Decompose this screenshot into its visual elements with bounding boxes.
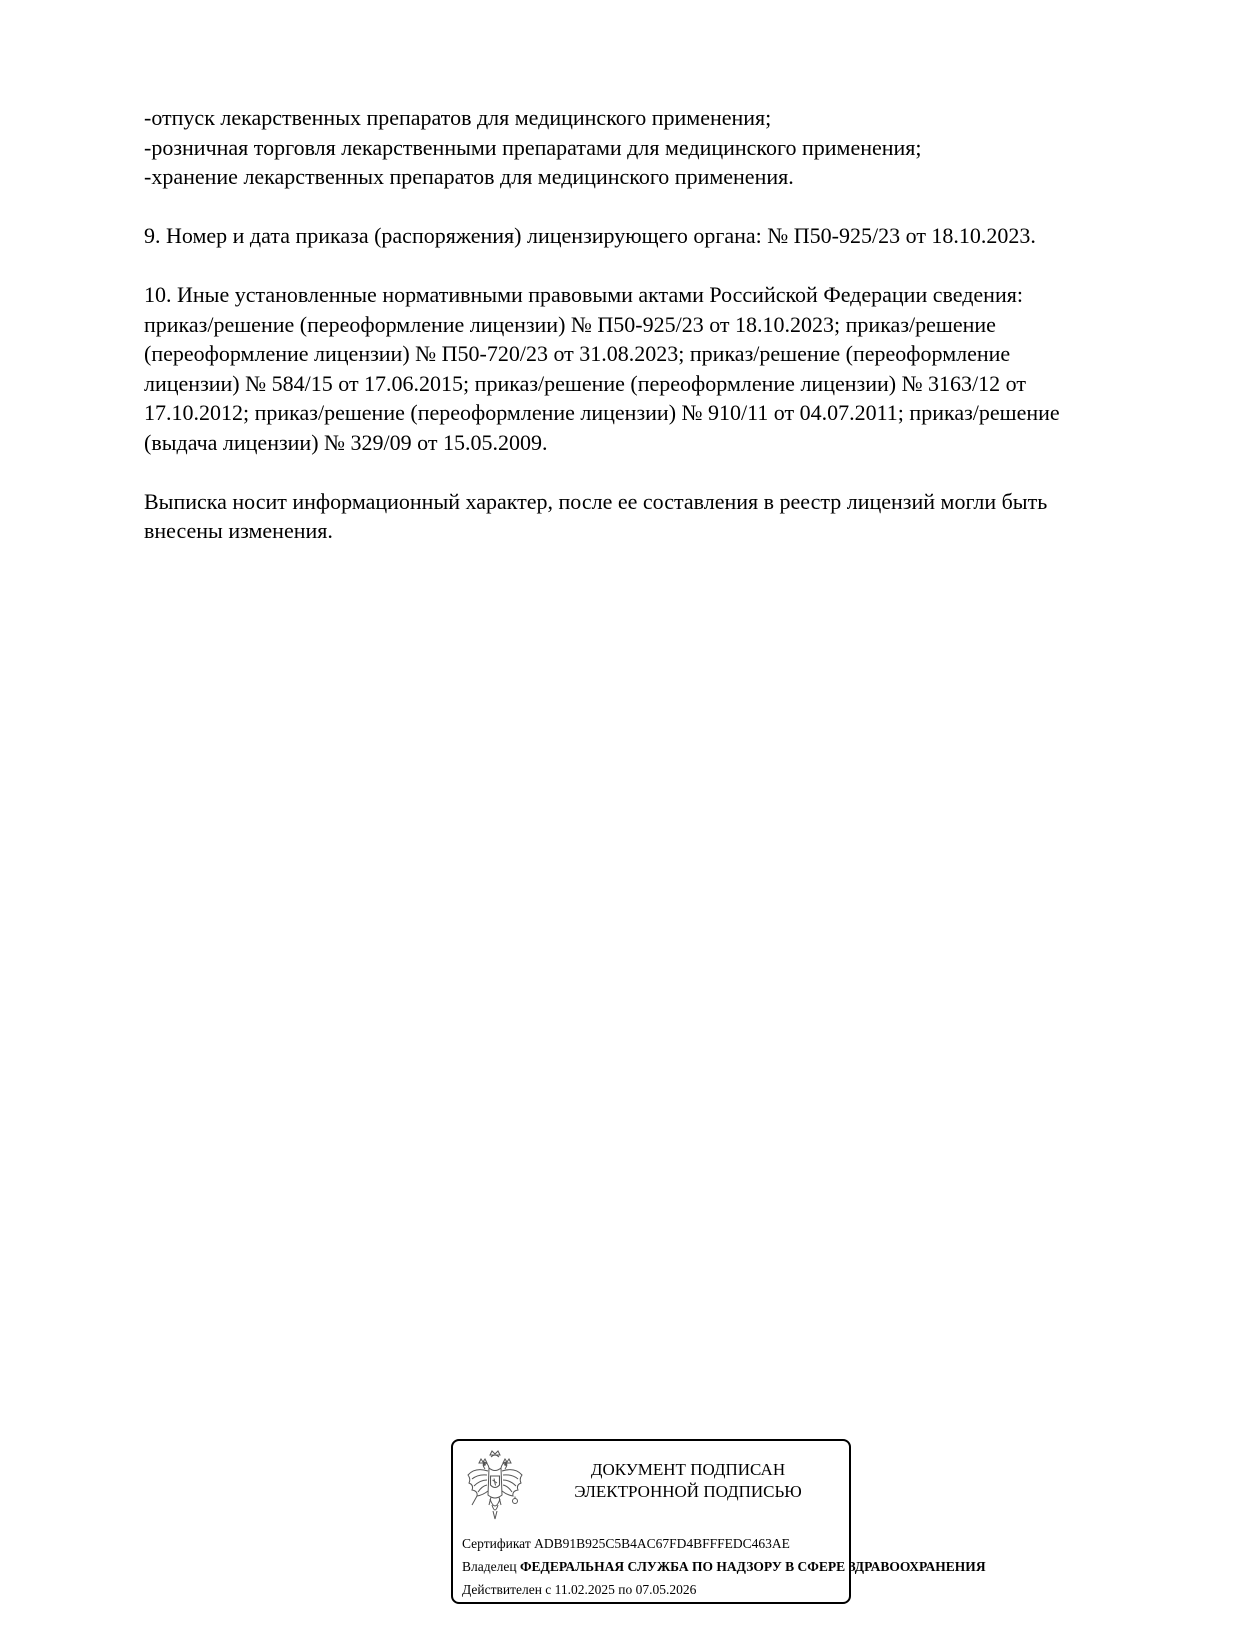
stamp-title-line: ЭЛЕКТРОННОЙ ПОДПИСЬЮ [574, 1482, 802, 1501]
item-10-line: (переоформление лицензии) № П50-720/23 от 31.08.2023; приказ/решение (переоформление [144, 341, 1011, 366]
paragraph-gap [144, 457, 1184, 487]
activity-line: -розничная торговля лекарственными препаратами для медицинского применения; [144, 134, 922, 160]
owner-line [462, 1559, 986, 1575]
paragraph-gap [144, 251, 1184, 281]
activity-line: -хранение лекарственных препаратов для медицинского применения. [144, 164, 794, 189]
owner-label: Владелец [462, 1559, 517, 1574]
certificate-label: Сертификат [462, 1536, 531, 1551]
disclaimer-line: внесены изменения. [144, 518, 333, 543]
item-9-order: 9. Номер и дата приказа (распоряжения) лицензирующего органа: № П50-925/23 от 18.10.2023. [144, 223, 1036, 248]
disclaimer-line: Выписка носит информационный характер, после ее составления в реестр лицензий могли быть [144, 488, 1048, 514]
certificate-line [462, 1536, 790, 1552]
item-10-line: лицензии) № 584/15 от 17.06.2015; приказ/решение (переоформление лицензии) № 3163/12 от [144, 370, 1026, 396]
document-body [144, 103, 1184, 546]
russian-coat-of-arms-icon [465, 1449, 525, 1523]
item-10-line: 10. Иные установленные нормативными правовыми актами Российской Федерации сведения: [144, 282, 1023, 307]
activity-line: -отпуск лекарственных препаратов для медицинского применения; [144, 105, 772, 130]
validity-line: Действителен с 11.02.2025 по 07.05.2026 [462, 1582, 697, 1597]
owner-value: ФЕДЕРАЛЬНАЯ СЛУЖБА ПО НАДЗОРУ В СФЕРЕ ЗДРАВООХРАНЕНИЯ [519, 1559, 986, 1574]
paragraph-gap [144, 192, 1184, 222]
item-10-line: (выдача лицензии) № 329/09 от 15.05.2009. [144, 429, 548, 455]
stamp-title-line: ДОКУМЕНТ ПОДПИСАН [590, 1460, 786, 1479]
item-10-line: 17.10.2012; приказ/решение (переоформление лицензии) № 910/11 от 04.07.2011; приказ/решение [144, 400, 1060, 425]
item-10-line: приказ/решение (переоформление лицензии) № П50-925/23 от 18.10.2023; приказ/решение [144, 311, 996, 337]
stamp-title [533, 1459, 843, 1503]
certificate-value: ADB91B925C5B4AC67FD4BFFFEDC463AE [534, 1536, 790, 1551]
electronic-signature-stamp [451, 1439, 986, 1604]
